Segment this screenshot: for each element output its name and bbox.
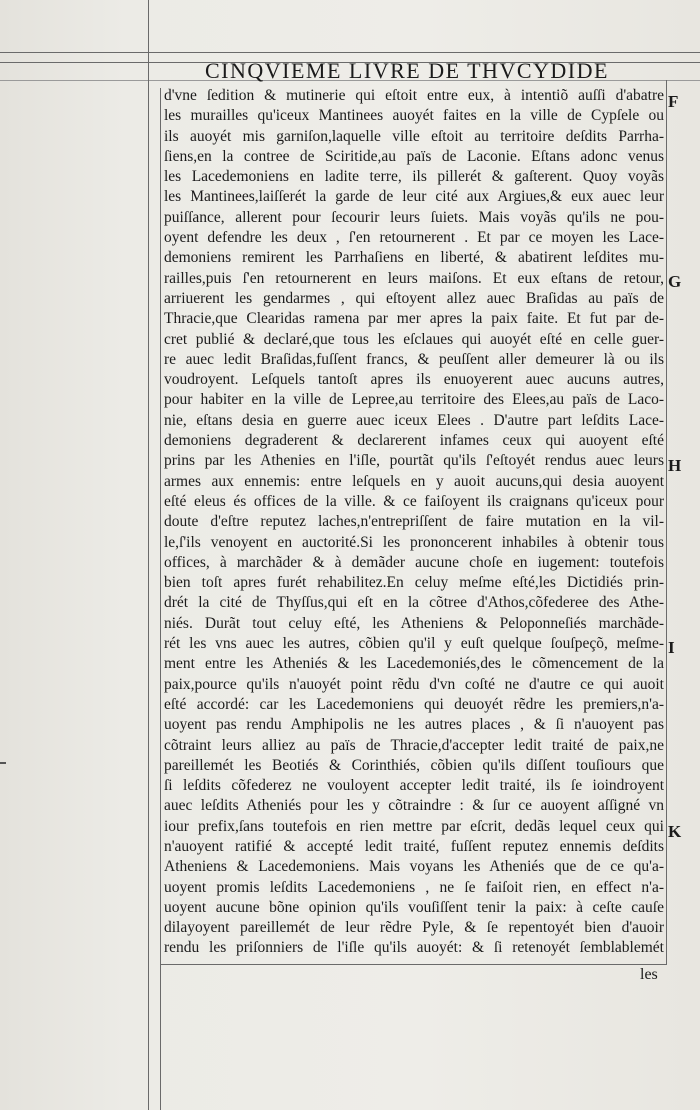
gutter-rule-inner <box>160 88 161 1110</box>
text-line: demoniens remirent les Parrhaſiens en liberté, & abatirent leſdites mu- <box>164 249 664 267</box>
text-line: offices, à marchãder & à demãder aucune choſe en iugement: toutefois <box>164 553 664 571</box>
text-line: arriuerent les gendarmes , qui eſtoyent allez auec Braſidas au païs de <box>164 289 664 307</box>
marginal-letter-h: H <box>668 456 682 475</box>
text-line: railles,puis ſ'en retournerent en leurs maiſons. Et eux eſtans de retour, <box>164 269 664 287</box>
text-line: iour prefix,ſans toutefois en rien mettre par eſcrit, dedãs lequel ceux qui <box>164 817 664 835</box>
marginal-letter-g: G <box>668 272 682 291</box>
text-line: pour habiter en la ville de Lepree,au territoire des Elees,au païs de Laco- <box>164 391 664 409</box>
text-line: oyent defendre les deux , ſ'en retournerent . Et par ce moyen les Lace- <box>164 229 664 247</box>
text-line: cret publié & declaré,que tous les eſclaues qui auoyét eſté en celle guer- <box>164 330 664 348</box>
text-line: uoyent pas rendu Amphipolis ne les autres places , & ſi n'auoyent pas <box>164 716 664 734</box>
text-line: les Lacedemoniens en ladite terre, ils pillerét & gaſterent. Quoy voyãs <box>164 168 664 186</box>
text-line: le,ſ'ils venoyent en auctorité.Si les prononcerent inhabiles à obtenir tous <box>164 533 664 551</box>
text-line: Atheniens & Lacedemoniens. Mais voyans les Atheniés que de ce qu'a- <box>164 858 664 876</box>
text-line: armes aux ennemis: entre leſquels en y auoit aucuns,qui desia auoyent <box>164 472 664 490</box>
text-line: re auec ledit Braſidas,fuſſent francs, & peuſſent aller demeurer là ou ils <box>164 350 664 368</box>
text-line: uoyent promis leſdits Lacedemoniens , ne ſe faiſoit rien, en effect n'a- <box>164 878 664 896</box>
text-line: auec leſdits Atheniés pour les y cõtraindre : & ſur ce auoyent aſſigné vn <box>164 797 664 815</box>
text-line: drét la cité de Thyſſus,qui eſt en la cõtree d'Athos,cõfederee des Athe- <box>164 594 664 612</box>
text-line: rét les vns auec les autres, cõbien qu'il y euſt quelque ſouſpeçõ, meſme- <box>164 635 664 653</box>
text-line: demoniens degraderent & declarerent infames ceux qui auoyent eſté <box>164 432 664 450</box>
text-line: Thracie,que Clearidas ramena par mer apres la paix faite. Et fut par de- <box>164 310 664 328</box>
text-line: pareillemét les Beotiés & Corinthiés, cõbien qu'ils diſſent touſiours que <box>164 756 664 774</box>
text-line: ſiens,en la contree de Sciritide,au païs de Laconie. Eſtans adonc venus <box>164 147 664 165</box>
marginal-letter-f: F <box>668 92 679 111</box>
marginal-letter-i: I <box>668 638 675 657</box>
text-line: eſté accordé: car les Lacedemoniens qui deuoyét rẽdre les premiers,n'a- <box>164 695 664 713</box>
text-line: paix,pource qu'ils n'auoyét point rẽdu d'vn coſté ne d'autre ce qui auoit <box>164 675 664 693</box>
text-line: eſté eleus és offices de la ville. & ce faiſoyent ils craignans qu'iceux pour <box>164 492 664 510</box>
text-line: uoyent aucune bõne opinion qu'ils vouſiſſent tenir la paix: à ceſte cauſe <box>164 898 664 916</box>
body-text <box>164 86 664 959</box>
top-rule <box>0 52 700 53</box>
marginal-letter-k: K <box>668 822 682 841</box>
text-line: n'auoyent ratifié & accepté ledit traité, fuſſent reputez ennemis deſdits <box>164 837 664 855</box>
text-line: bien toſt apres furét rehabilitez.En celuy meſme eſté,les Dictidiés prin- <box>164 574 664 592</box>
text-line: ils auoyét mis garniſon,laquelle ville eſtoit au territoire deſdits Parrha- <box>164 127 664 145</box>
catchword: les <box>640 966 658 983</box>
text-line: voudroyent. Leſquels tantoſt apres ils enuoyerent auec aucuns autres, <box>164 371 664 389</box>
gutter-rule-outer <box>148 0 149 1110</box>
text-line: dilayoyent pareillemét de leur rẽdre Pyle, & ſe repentoyét bien d'auoir <box>164 919 664 937</box>
text-line: ſi leſdits cõfederez ne vouloyent accepter ledit traité, ils ſe ioindroyent <box>164 777 664 795</box>
running-head: CINQVIEME LIVRE DE THVCYDIDE <box>205 58 609 83</box>
margin-tick <box>0 762 6 764</box>
text-line: puiſſance, allerent pour ſecourir leurs ſuiets. Mais voyãs qu'ils ne pou- <box>164 208 664 226</box>
bottom-rule <box>160 964 666 965</box>
text-line: les Mantinees,laiſſerét la garde de leur cité aux Argiues,& eux auec leur <box>164 188 664 206</box>
text-line: rendu les priſonniers de l'iſle qu'ils auoyét: & ſi retenoyét ſemblablemét <box>164 939 664 957</box>
text-line: nie, eſtans desia en guerre auec iceux Elees . D'autre part leſdits Lace- <box>164 411 664 429</box>
text-line: ment entre les Atheniés & les Lacedemoniés,des le cõmencement de la <box>164 655 664 673</box>
text-line: niés. Durãt tout celuy eſté, les Atheniens & Peloponneſiés marchãde- <box>164 614 664 632</box>
text-line: doute d'eſtre reputez laches,n'entrepriſſent de faire mutation en la vil- <box>164 513 664 531</box>
text-line: les murailles qu'iceux Mantinees auoyét faites en la ville de Cypſele ou <box>164 107 664 125</box>
margin-rule-right <box>666 80 667 965</box>
text-line: prins par les Athenies en l'iſle, pourtãt qu'ils ſ'eſtoyét rendus auec leurs <box>164 452 664 470</box>
text-line: d'vne ſedition & mutinerie qui eſtoit entre eux, à intentiõ auſſi d'abatre <box>164 87 664 104</box>
text-line: cõtraint leurs alliez au païs de Thracie,d'accepter ledit traité de paix,ne <box>164 736 664 754</box>
